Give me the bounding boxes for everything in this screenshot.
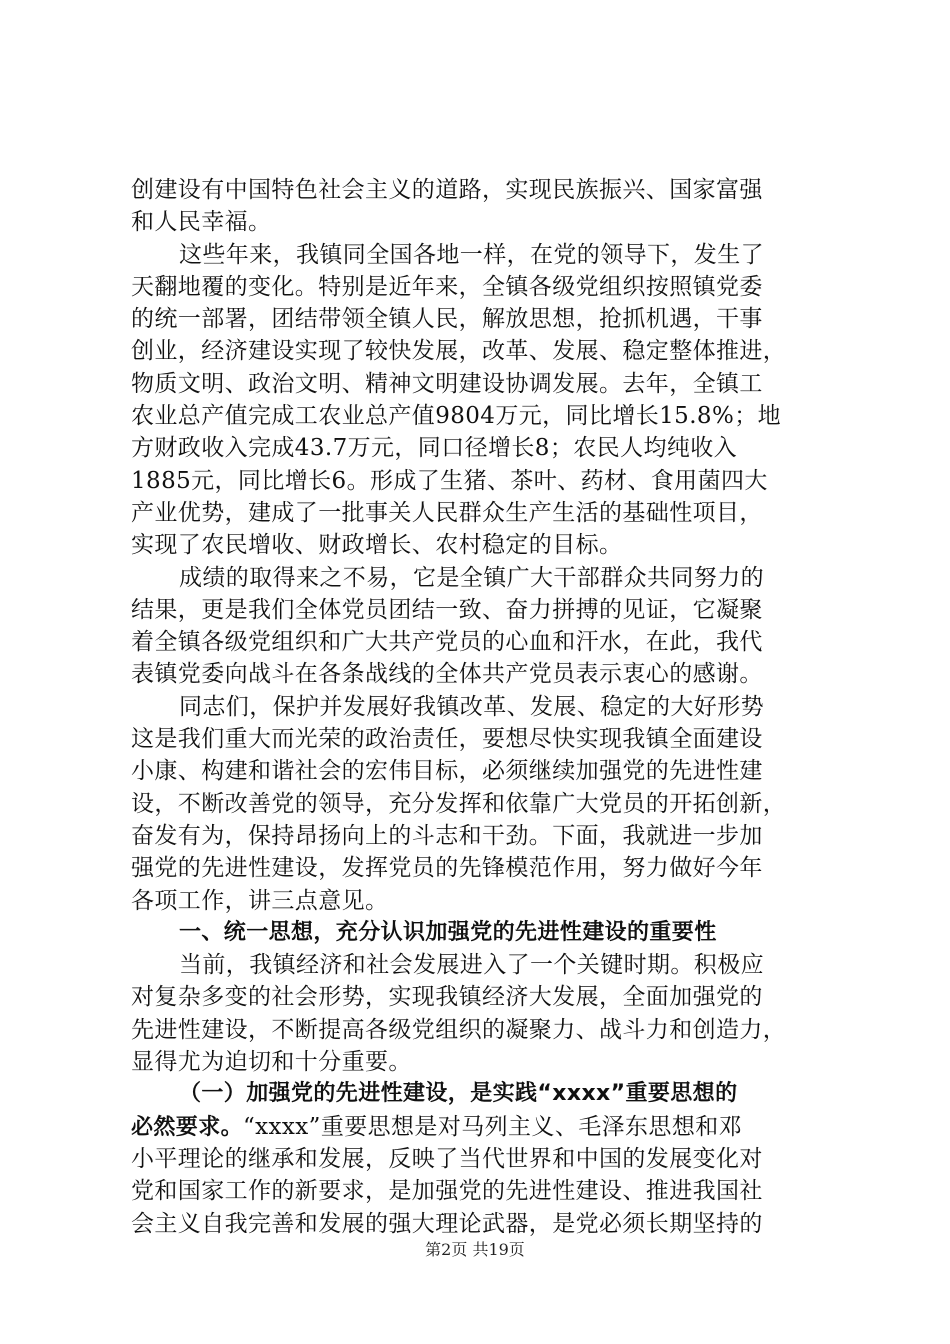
text-line: 奋发有为，保持昂扬向上的斗志和干劲。下面，我就进一步加 bbox=[131, 822, 763, 849]
text-line: 和人民幸福。 bbox=[131, 209, 272, 236]
paragraph-start-line: 这些年来，我镇同全国各地一样，在党的领导下，发生了 bbox=[179, 241, 764, 268]
text-line: 农业总产值完成工农业总产值9804万元，同比增长15.8%；地 bbox=[131, 403, 781, 430]
text-line: 的统一部署，团结带领全镇人民，解放思想，抢抓机遇，干事 bbox=[131, 306, 763, 333]
text-line: 党和国家工作的新要求，是加强党的先进性建设、推进我国社 bbox=[131, 1178, 763, 1205]
text-line: 设，不断改善党的领导，充分发挥和依靠广大党员的开拓创新， bbox=[131, 790, 787, 817]
subsection-heading: （一）加强党的先进性建设，是实践“xxxx”重要思想的 bbox=[179, 1081, 738, 1107]
text-line: 小平理论的继承和发展，反映了当代世界和中国的发展变化对 bbox=[131, 1145, 763, 1172]
text-line: 各项工作，讲三点意见。 bbox=[131, 887, 389, 914]
text-line: 实现了农民增收、财政增长、农村稳定的目标。 bbox=[131, 532, 623, 559]
text-line: 产业优势，建成了一批事关人民群众生产生活的基础性项目， bbox=[131, 499, 763, 526]
text-line: 天翻地覆的变化。特别是近年来，全镇各级党组织按照镇党委 bbox=[131, 273, 763, 300]
text-line: 小康、构建和谐社会的宏伟目标，必须继续加强党的先进性建 bbox=[131, 758, 763, 785]
section-heading: 一、统一思想，充分认识加强党的先进性建设的重要性 bbox=[179, 919, 717, 945]
text-segment: “xxxx”重要思想是对马列主义、毛泽东思想和邓 bbox=[243, 1113, 743, 1140]
paragraph-start-line: 同志们，保护并发展好我镇改革、发展、稳定的大好形势 bbox=[179, 693, 764, 720]
text-line: 表镇党委向战斗在各条战线的全体共产党员表示衷心的感谢。 bbox=[131, 661, 763, 688]
page-number: 第2页 共19页 bbox=[425, 1240, 525, 1259]
mixed-line bbox=[131, 1111, 831, 1143]
text-line: 先进性建设，不断提高各级党组织的凝聚力、战斗力和创造力， bbox=[131, 1016, 787, 1043]
text-line: 1885元，同比增长6。形成了生猪、茶叶、药材、食用菌四大 bbox=[131, 467, 768, 494]
paragraph-start-line: 当前，我镇经济和社会发展进入了一个关键时期。积极应 bbox=[179, 952, 764, 979]
text-line: 强党的先进性建设，发挥党员的先锋模范作用，努力做好今年 bbox=[131, 855, 763, 882]
text-line: 对复杂多变的社会形势，实现我镇经济大发展，全面加强党的 bbox=[131, 984, 763, 1011]
text-line: 方财政收入完成43.7万元，同口径增长8；农民人均纯收入 bbox=[131, 435, 738, 462]
text-line: 这是我们重大而光荣的政治责任，要想尽快实现我镇全面建设 bbox=[131, 726, 763, 753]
text-line: 创建设有中国特色社会主义的道路，实现民族振兴、国家富强 bbox=[131, 177, 763, 203]
paragraph-start-line: 成绩的取得来之不易，它是全镇广大干部群众共同努力的 bbox=[179, 564, 764, 591]
text-line: 着全镇各级党组织和广大共产党员的心血和汗水，在此，我代 bbox=[131, 629, 763, 656]
text-line: 结果，更是我们全体党员团结一致、奋力拼搏的见证，它凝聚 bbox=[131, 596, 763, 623]
text-line: 创业，经济建设实现了较快发展，改革、发展、稳定整体推进， bbox=[131, 338, 787, 365]
document-body bbox=[131, 174, 831, 1240]
text-line: 物质文明、政治文明、精神文明建设协调发展。去年，全镇工 bbox=[131, 370, 763, 397]
subsection-heading-end: 必然要求。 bbox=[131, 1114, 244, 1140]
text-line: 会主义自我完善和发展的强大理论武器，是党必须长期坚持的 bbox=[131, 1210, 763, 1237]
text-line: 显得尤为迫切和十分重要。 bbox=[131, 1049, 412, 1076]
page-footer bbox=[0, 1237, 950, 1260]
